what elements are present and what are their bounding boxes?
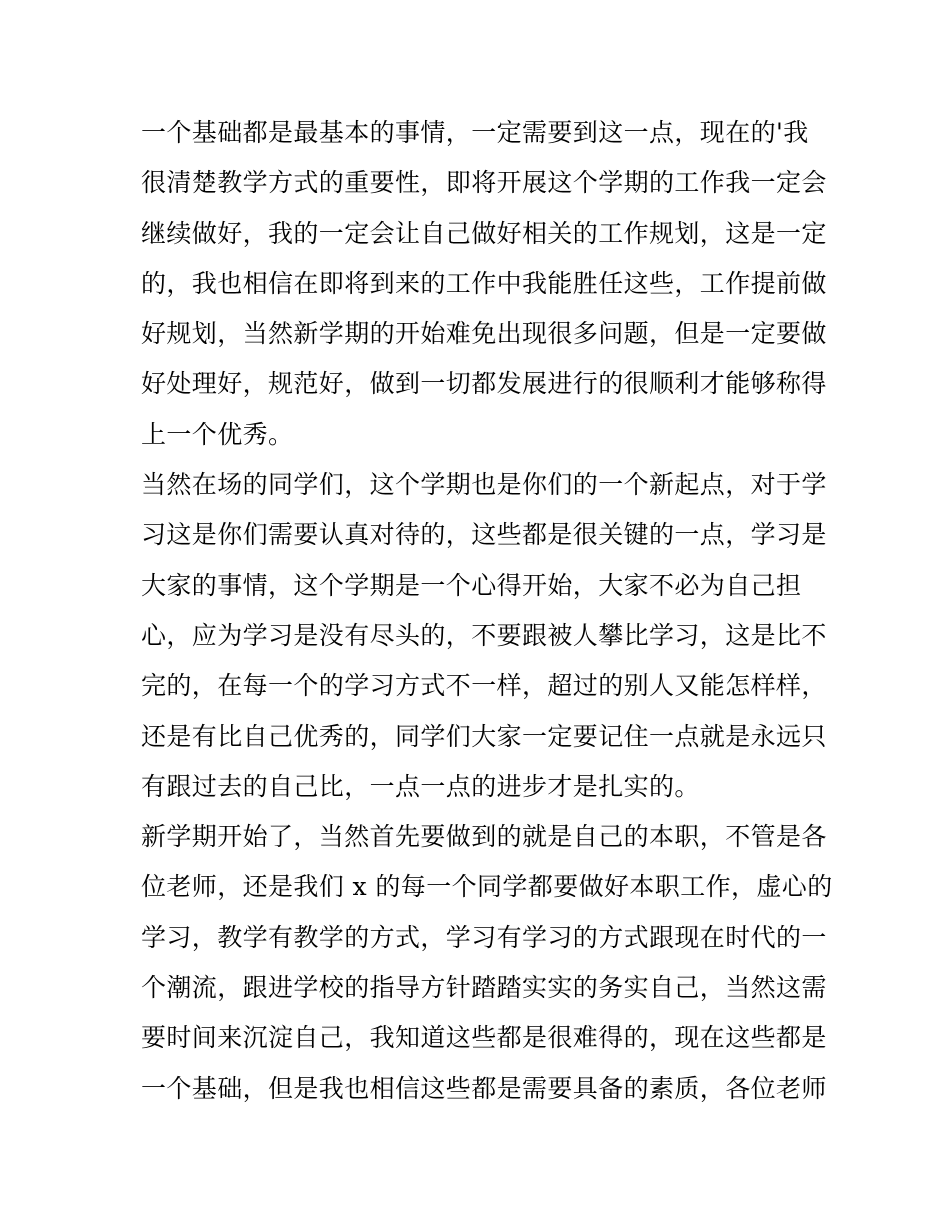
text-line: 一个基础，但是我也相信这些都是需要具备的素质，各位老师 (141, 1073, 827, 1103)
paragraph-1 (141, 108, 827, 460)
text-line: 一个基础都是最基本的事情，一定需要到这一点，现在的'我 (141, 118, 809, 147)
text-line: 要时间来沉淀自己，我知道这些都是很难得的，现在这些都是 (141, 1023, 827, 1053)
paragraph-3 (141, 812, 833, 1114)
text-line: 好规划，当然新学期的开始难免出现很多问题，但是一定要做 (141, 319, 827, 349)
text-line: 习这是你们需要认真对待的，这些都是很关键的一点，学习是 (141, 520, 827, 550)
text-line: 完的，在每一个的学习方式不一样，超过的别人又能怎样样， (141, 671, 827, 701)
text-line: 学习，教学有教学的方式，学习有学习的方式跟现在时代的一 (141, 922, 827, 952)
text-line: 当然在场的同学们，这个学期也是你们的一个新起点，对于学 (141, 470, 827, 500)
text-line: 好处理好，规范好，做到一切都发展进行的很顺利才能够称得 (141, 369, 827, 399)
text-line: 个潮流，跟进学校的指导方针踏踏实实的务实自己，当然这需 (141, 973, 827, 1003)
text-line: 新学期开始了，当然首先要做到的就是自己的本职，不管是各 (141, 822, 827, 852)
text-line: 的，我也相信在即将到来的工作中我能胜任这些，工作提前做 (141, 268, 827, 298)
text-line: 心，应为学习是没有尽头的，不要跟被人攀比学习，这是比不 (141, 620, 827, 650)
text-line: 位老师，还是我们 x 的每一个同学都要做好本职工作，虚心的 (141, 872, 833, 902)
text-line: 很清楚教学方式的重要性，即将开展这个学期的工作我一定会 (141, 168, 827, 198)
document-body (141, 108, 833, 1114)
text-line: 大家的事情，这个学期是一个心得开始，大家不必为自己担 (141, 570, 802, 600)
paragraph-2 (141, 460, 827, 812)
text-line: 上一个优秀。 (141, 419, 294, 449)
text-line: 继续做好，我的一定会让自己做好相关的工作规划，这是一定 (141, 218, 827, 248)
text-line: 还是有比自己优秀的，同学们大家一定要记住一点就是永远只 (141, 721, 827, 751)
text-line: 有跟过去的自己比，一点一点的进步才是扎实的。 (141, 771, 700, 801)
